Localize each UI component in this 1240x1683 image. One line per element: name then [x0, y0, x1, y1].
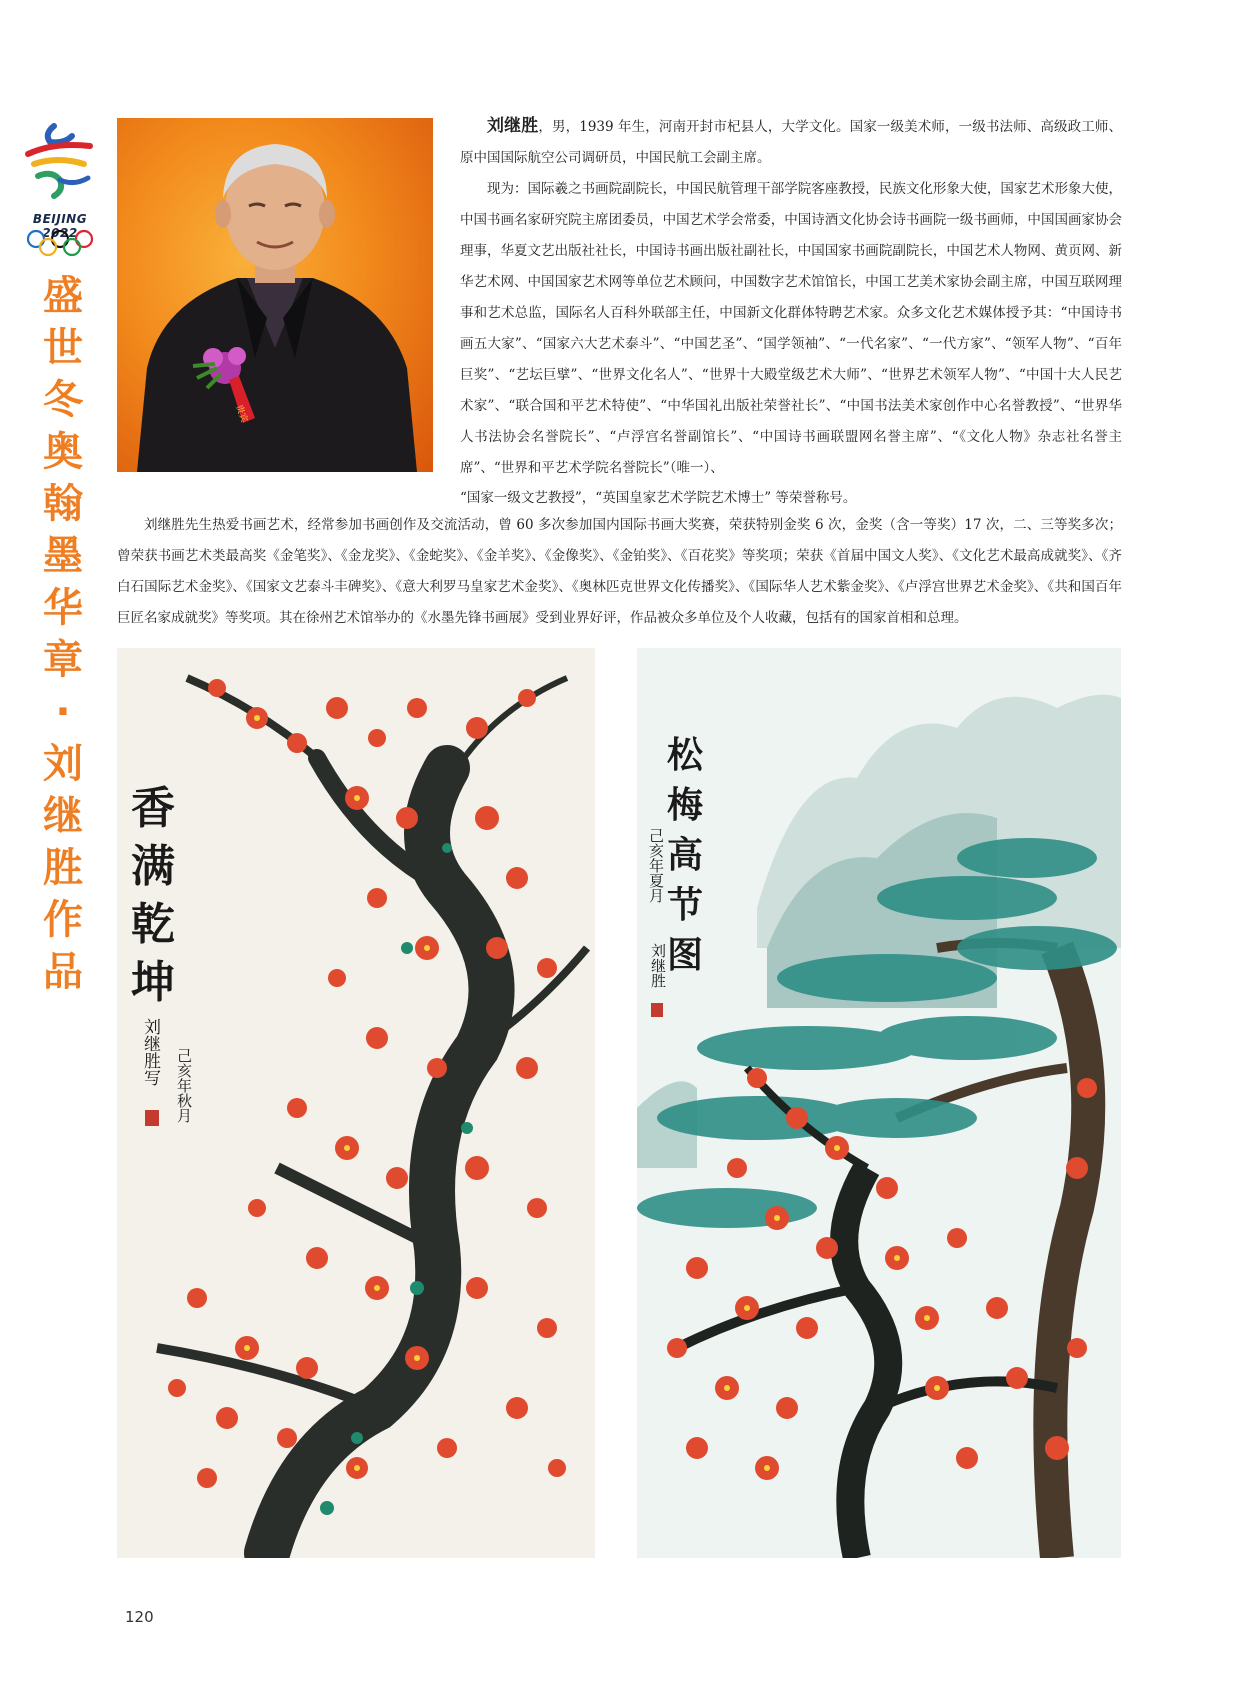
title-char: 继 [43, 793, 83, 839]
bio-paragraph-1 [460, 111, 1122, 174]
bio-paragraph-3: 刘继胜先生热爱书画艺术，经常参加书画创作及交流活动，曾 60 多次参加国内国际书画大奖赛，荣获特别金奖 6 次，金奖（含一等奖）17 次，二、三等奖多次；曾荣获书画艺术类最高奖《金笔奖》、《金龙奖》、《金蛇奖》、《金羊奖》、《金像奖》、《金铂奖》、《百花奖》等奖项；荣获《首届中国文人奖》、《文化艺术最高成就奖》、《齐白石国际艺术金奖》、《国家文艺泰斗丰碑奖》、《意大利罗马皇家艺术金奖》、《奥林匹克世界文化传播奖》、《国际华人艺术紫金奖》、《卢浮宫世界艺术金奖》、《共和国百年巨匠名家成就奖》等奖项。其在徐州艺术馆举办的《水墨先锋书画展》受到业界好评，作品被众多单位及个人收藏，包括有的国家首相和总理。 [117, 517, 1122, 626]
painting2-seal-icon [651, 1003, 663, 1017]
painting2-title-char: 松 [667, 734, 704, 776]
bio-p1-text: ，男，1939 年生，河南开封市杞县人，大学文化。国家一级美术师，一级书法师、高级政工师、原中国国际航空公司调研员，中国民航工会副主席。 [460, 119, 1122, 166]
painting2-title-char: 图 [667, 934, 704, 976]
painting1-title-char: 满 [131, 841, 175, 892]
painting-plum-blossom [117, 648, 595, 1558]
title-char: 世 [43, 325, 83, 371]
painting1-title-char: 乾 [131, 899, 175, 950]
title-char: 刘 [43, 741, 83, 787]
painting2-title-char: 高 [667, 834, 704, 876]
title-char: · [55, 689, 71, 735]
title-char: 墨 [43, 533, 83, 579]
page-number: 120 [125, 1608, 154, 1626]
bio-paragraph-2-continued: “国家一级文艺教授”，“英国皇家艺术学院艺术博士” 等荣誉称号。 [460, 490, 857, 506]
painting-pine-plum [637, 648, 1121, 1558]
title-char: 盛 [43, 273, 83, 319]
title-char: 华 [43, 585, 83, 631]
painting1-title-char: 坤 [131, 957, 175, 1008]
painting2-title [667, 730, 711, 980]
title-char: 胜 [43, 845, 83, 891]
painting1-title-char: 香 [131, 783, 175, 834]
painting2-inscription: 己亥年夏月 [647, 828, 665, 903]
bio-bottom [117, 510, 1122, 634]
painting1-inscription: 己亥年秋月 [175, 1048, 193, 1123]
beijing-2022-emblem-icon [14, 120, 106, 212]
beijing-2022-logo [14, 120, 106, 260]
vertical-title [38, 270, 88, 998]
bio-top [460, 111, 1122, 484]
title-char: 冬 [43, 377, 83, 423]
painting1-seal-icon [145, 1110, 159, 1126]
painting1-signature: 刘继胜写 [140, 1018, 160, 1086]
painting1-title [131, 780, 181, 1012]
title-char: 翰 [43, 481, 83, 527]
portrait-figure [117, 118, 433, 472]
olympic-rings-icon [14, 228, 106, 258]
title-char: 品 [43, 949, 83, 995]
portrait-badge-text: 贵宾 [233, 403, 249, 424]
title-char: 章 [43, 637, 83, 683]
bio-paragraph-2: 现为：国际羲之书画院副院长，中国民航管理干部学院客座教授，民族文化形象大使，国家艺术形象大使，中国书画名家研究院主席团委员，中国艺术学会常委，中国诗酒文化协会诗书画院一级书画师，中国国画家协会理事，华夏文艺出版社社长，中国诗书画出版社副社长，中国国家书画院副院长，中国艺术人物网、黄页网、新华艺术网、中国国家艺术网等单位艺术顾问，中国数字艺术馆馆长，中国工艺美术家协会副主席，中国互联网理事和艺术总监，国际名人百科外联部主任，中国新文化群体特聘艺术家。众多文化艺术媒体授予其：“中国诗书画五大家”、“国家六大艺术泰斗”、“中国艺圣”、“国学领袖”、“一代名家”、“一代方家”、“领军人物”、“百年巨奖”、“艺坛巨擘”、“世界文化名人”、“世界十大殿堂级艺术大师”、“世界艺术领军人物”、“中国十大人民艺术家”、“联合国和平艺术特使”、“中华国礼出版社荣誉社长”、“中国书法美术家创作中心名誉教授”、“世界华人书法协会名誉院长”、“卢浮宫名誉副馆长”、“中国诗书画联盟网名誉主席”、“《文化人物》杂志社名誉主席”、“世界和平艺术学院名誉院长”（唯一）、 [460, 181, 1122, 476]
title-char: 奥 [43, 429, 83, 475]
artist-portrait [117, 118, 433, 472]
painting2-title-char: 节 [667, 884, 704, 926]
artist-name: 刘继胜 [487, 116, 539, 136]
painting2-title-char: 梅 [667, 784, 704, 826]
painting2-signature: 刘继胜 [649, 943, 667, 988]
logo-text: BEIJING 2022 [32, 212, 88, 240]
title-char: 作 [43, 897, 83, 943]
